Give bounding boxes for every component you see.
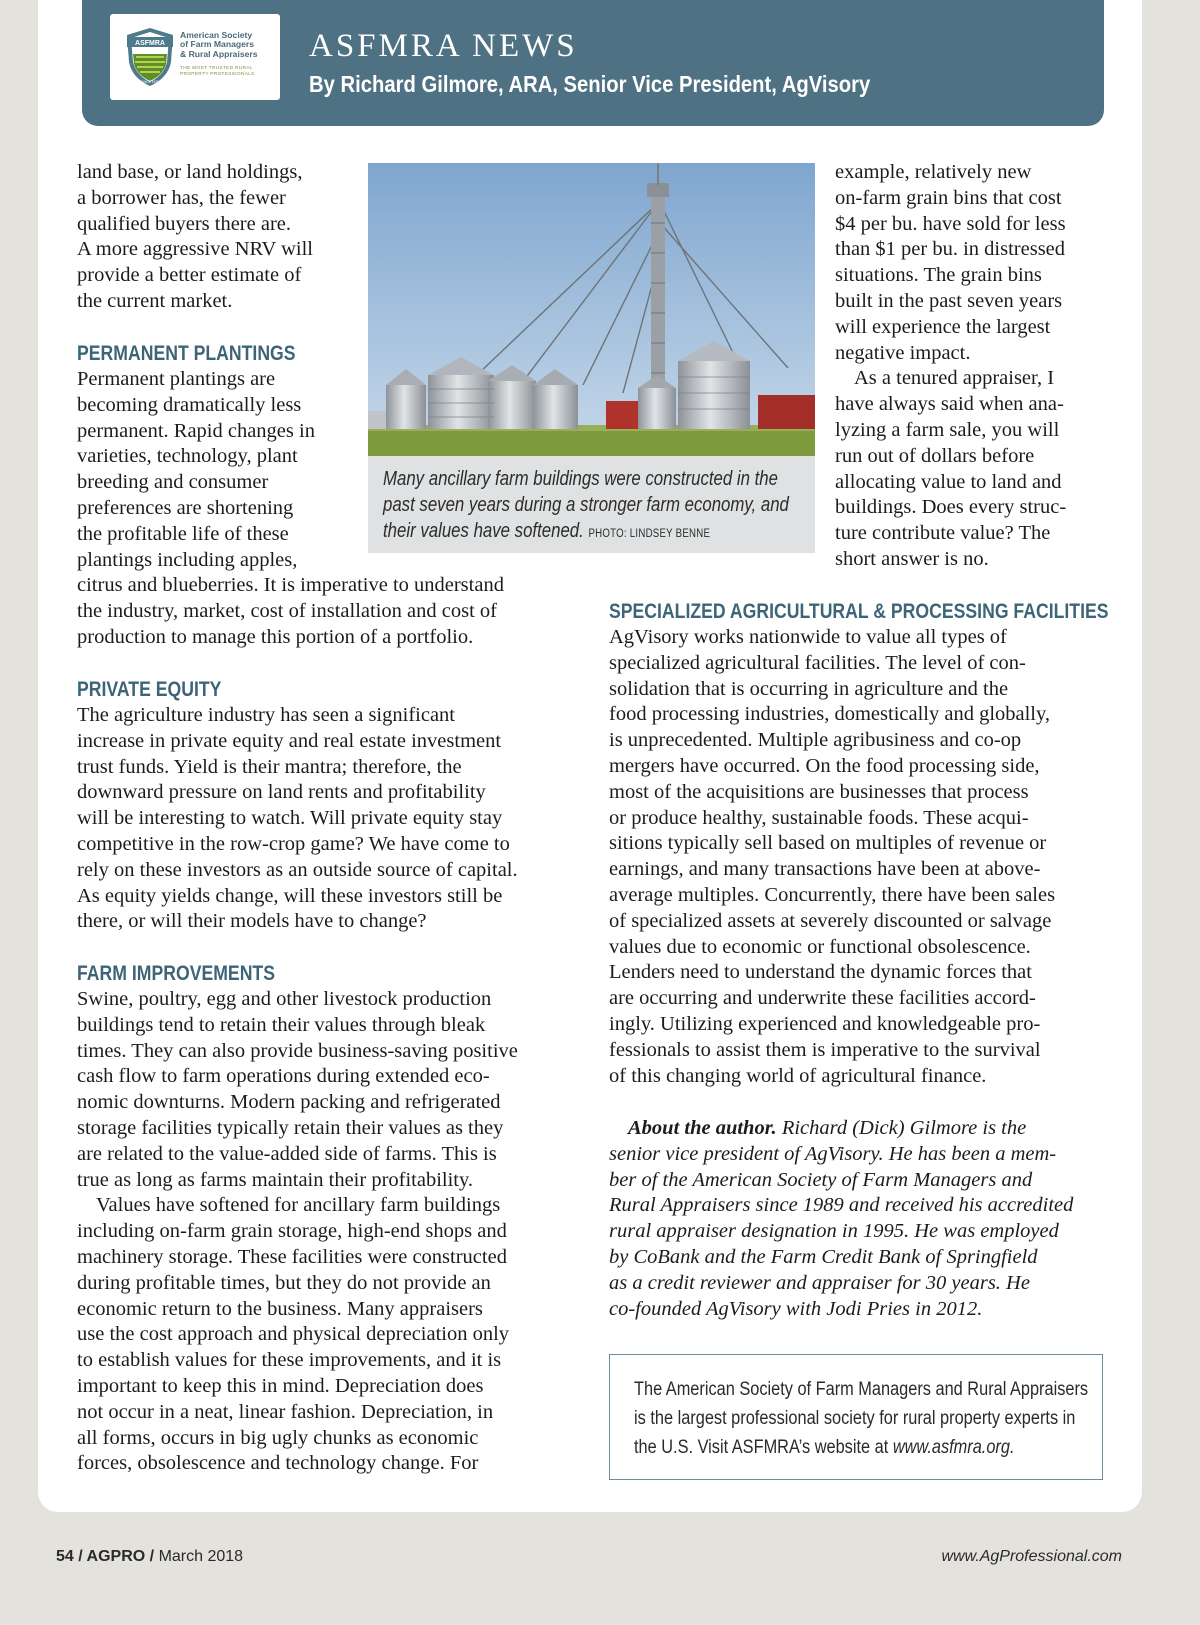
right-continued-paragraph: example, relatively new on-farm grain bins that cost $4 per bu. have sold for less than $1 per bu. in distressed situations. The grain bins built in the past seven years will experience the largest negative impact. As a tenured appraiser, I have always said when ana- lyzing a farm sale, you will run out of dollars before allocating value to land and buildings. Does every struc- ture contribute value? The short answer is no. [835,161,1067,570]
about-author-lead: About the author. [628,1117,777,1139]
magazine-name: AGPRO [86,1548,146,1565]
private-equity-paragraph: The agriculture industry has seen a significant increase in private equity and real estate investment trust funds. Yield is their mantra; therefore, the downward pressure on land rents and profitability will be interesting to watch. Will private equity stay competitive in the row-crop game? We have come to rely on these investors as an outside source of capital. As equity yields change, will these investors still be there, or will their models have to change? [77,704,518,933]
asfmra-website-link[interactable]: www.asfmra.org. [892,1437,1015,1458]
page-number: 54 [56,1548,74,1565]
farm-improvements-paragraph: Swine, poultry, egg and other livestock production buildings tend to retain their values through bleak times. They can also provide business-saving positive cash flow to farm operations during extended eco- nomic downturns. Modern packing and refrigerated storage facilities typically retain their values as they are related to the value-added side of farms. This is true as long as farms maintain their profitability. Values have softened for ancillary farm buildings including on-farm grain storage, high-end shops and machinery storage. These facilities were constructed during profitable times, but they do not provide an economic return to the business. Many appraisers use the cost approach and physical depreciation only to establish values for these improvements, and it is important to keep this in mind. Depreciation does not occur in a neat, linear fashion. Depreciation, in all forms, occurs in big ugly chunks as economic forces, obsolescence and technology change. For [77,988,518,1475]
grain-elevator-illustration [368,163,815,456]
footer-website-link[interactable]: www.AgProfessional.com [941,1548,1122,1565]
left-intro-paragraph: land base, or land holdings, a borrower has, the fewer qualified buyers there are. A more aggressive NRV will provide a better estimate of the current market. [77,161,313,312]
permanent-plantings-paragraph: Permanent plantings are becoming dramatically less permanent. Rapid changes in varieties, technology, plant breeding and consumer preferences are shortening the profitable life of these plantings including apples, citrus and blueberries. It is imperative to understand the industry, market, cost of installation and cost of production to manage this portion of a portfolio. [77,368,504,648]
logo-tagline: THE MOST TRUSTED RURAL PROPERTY PROFESSIONALS [180,66,255,78]
logo-org-name: American Society of Farm Managers & Rural Appraisers [180,30,258,59]
photo-caption: Many ancillary farm buildings were constructed in the past seven years during a stronger farm economy, and their values have softened. PHOTO: LINDSEY BENNE [383,468,789,542]
photo-caption-box [368,456,815,553]
info-box-text: The American Society of Farm Managers and Rural Appraisers is the largest professional society for rural property experts in the U.S. Visit ASFMRA’s website at www.asfmra.org. [634,1379,1089,1458]
byline: By Richard Gilmore, ARA, Senior Vice President, AgVisory [309,71,871,97]
specialized-facilities-paragraph: AgVisory works nationwide to value all types of specialized agricultural facilities. The level of con- solidation that is occurring in agriculture and the food processing industries, domestically and globally, is unprecedented. Multiple agribusiness and co-op mergers have occurred. On the food processing side, most of the acquisitions are businesses that process or produce healthy, sustainable foods. These acqui- sitions typically sell based on multiples of revenue or earnings, and many transactions have been at above- average multiples. Concurrently, there have been sales of specialized assets at severely discounted or salvage values due to economic or functional obsolescence. Lenders need to understand the dynamic forces that are occurring and underwrite these facilities accord- ingly. Utilizing experienced and knowledgeable pro- fessionals to assist them is imperative to the survival of this changing world of agricultural finance. [609,626,1056,1087]
asfmra-logo [110,14,280,100]
about-author: About the author. Richard (Dick) Gilmore is the senior vice president of AgVisory. He has been a mem- ber of the American Society of Farm Managers and Rural Appraisers since 1989 and received his accredited rural appraiser designation in 1995. He was employed by CoBank and the Farm Credit Bank of Springfield as a credit reviewer and appraiser for 30 years. He co-founded AgVisory with Jodi Pries in 2012. [609,1117,1074,1320]
logo-since-text: SINCE 1929 [141,80,159,84]
heading-farm-improvements: FARM IMPROVEMENTS [77,962,275,985]
shield-logo-icon [124,26,176,88]
logo-badge-text: ASFMRA [135,40,165,47]
photo-credit: PHOTO: LINDSEY BENNE [588,528,711,540]
heading-specialized-facilities: SPECIALIZED AGRICULTURAL & PROCESSING FACILITIES [609,600,1109,623]
issue-date: March 2018 [158,1548,244,1565]
heading-permanent-plantings: PERMANENT PLANTINGS [77,342,296,365]
asfmra-info-box [609,1354,1103,1480]
heading-private-equity: PRIVATE EQUITY [77,678,222,701]
page-title: ASFMRA NEWS [309,28,578,64]
grain-bins-photo [368,163,815,456]
page-footer-issue: 54 / AGPRO / March 2018 [56,1548,244,1565]
